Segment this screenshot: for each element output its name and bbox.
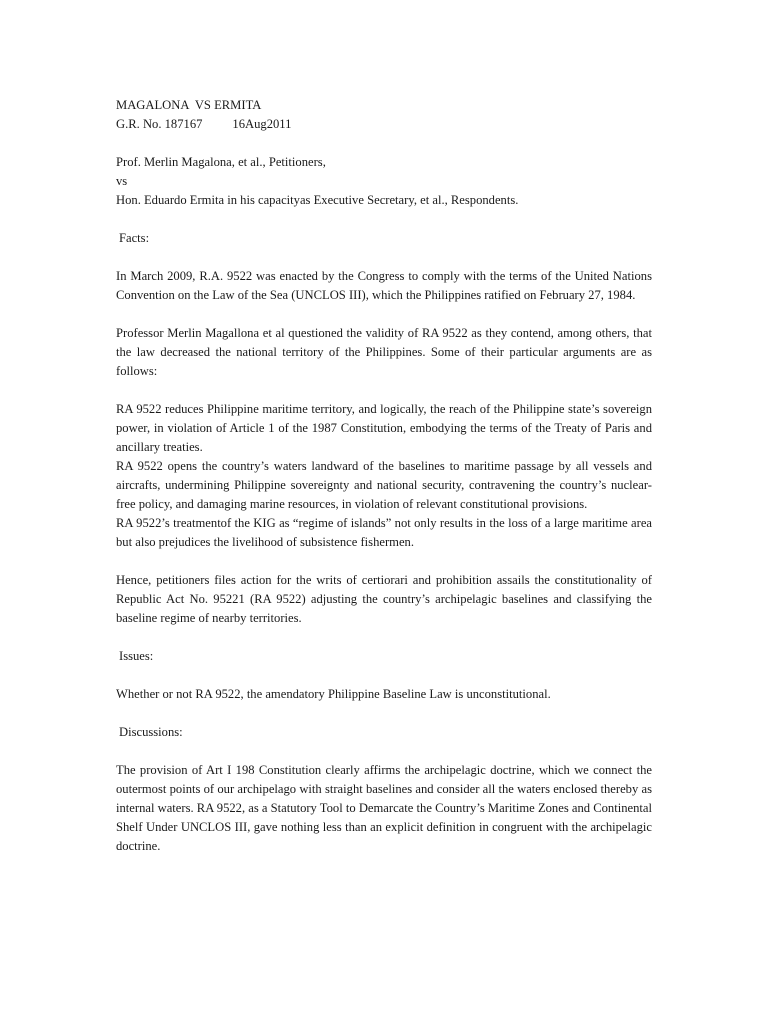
facts-paragraph-1: In March 2009, R.A. 9522 was enacted by the Congress to comply with the terms of the United Nations Convention on the Law of the Sea (UNCLOS III), which the Philippines ratified on February 27, 1984.	[116, 269, 652, 302]
discussions-paragraph-1: The provision of Art I 198 Constitution clearly affirms the archipelagic doctrine, which we connect the outermost points of our archipelago with straight baselines and consider all the waters enclosed thereby as internal waters. RA 9522, as a Statutory Tool to Demarcate the Country’s Maritime Zones and Continental Shelf Under UNCLOS III, gave nothing less than an explicit definition in congruent with the archipelagic doctrine.	[116, 763, 652, 853]
facts-heading: Facts:	[119, 231, 150, 245]
argument-1: RA 9522 reduces Philippine maritime territory, and logically, the reach of the Philippine state’s sovereign power, in violation of Article 1 of the 1987 Constitution, embodying the terms of the Treaty of Paris and ancillary treaties.	[116, 402, 652, 454]
argument-3: RA 9522’s treatmentof the KIG as “regime of islands” not only results in the loss of a large maritime area but also prejudices the livelihood of subsistence fishermen.	[116, 516, 652, 549]
facts-paragraph-2: Professor Merlin Magallona et al questioned the validity of RA 9522 as they contend, among others, that the law decreased the national territory of the Philippines. Some of their particular arguments are as follows:	[116, 326, 652, 378]
discussions-heading: Discussions:	[119, 725, 183, 739]
petitioners-line: Prof. Merlin Magalona, et al., Petitioners,	[116, 155, 326, 169]
respondents-line: Hon. Eduardo Ermita in his capacityas Executive Secretary, et al., Respondents.	[116, 193, 519, 207]
document-page	[116, 96, 652, 856]
versus-line: vs	[116, 174, 128, 188]
case-reference	[116, 115, 652, 134]
case-title: MAGALONA VS ERMITA	[116, 98, 262, 112]
issues-paragraph-1: Whether or not RA 9522, the amendatory Philippine Baseline Law is unconstitutional.	[116, 687, 551, 701]
argument-2: RA 9522 opens the country’s waters landward of the baselines to maritime passage by all vessels and aircrafts, undermining Philippine sovereignty and national security, contravening the country’s nuclear-free policy, and damaging marine resources, in violation of relevant constitutional provisions.	[116, 459, 652, 511]
issues-heading: Issues:	[119, 649, 154, 663]
gr-number: G.R. No. 187167	[116, 117, 203, 131]
facts-paragraph-3: Hence, petitioners files action for the writs of certiorari and prohibition assails the constitutionality of Republic Act No. 95221 (RA 9522) adjusting the country’s archipelagic baselines and classifying the baseline regime of nearby territories.	[116, 573, 652, 625]
decision-date: 16Aug2011	[232, 117, 292, 131]
